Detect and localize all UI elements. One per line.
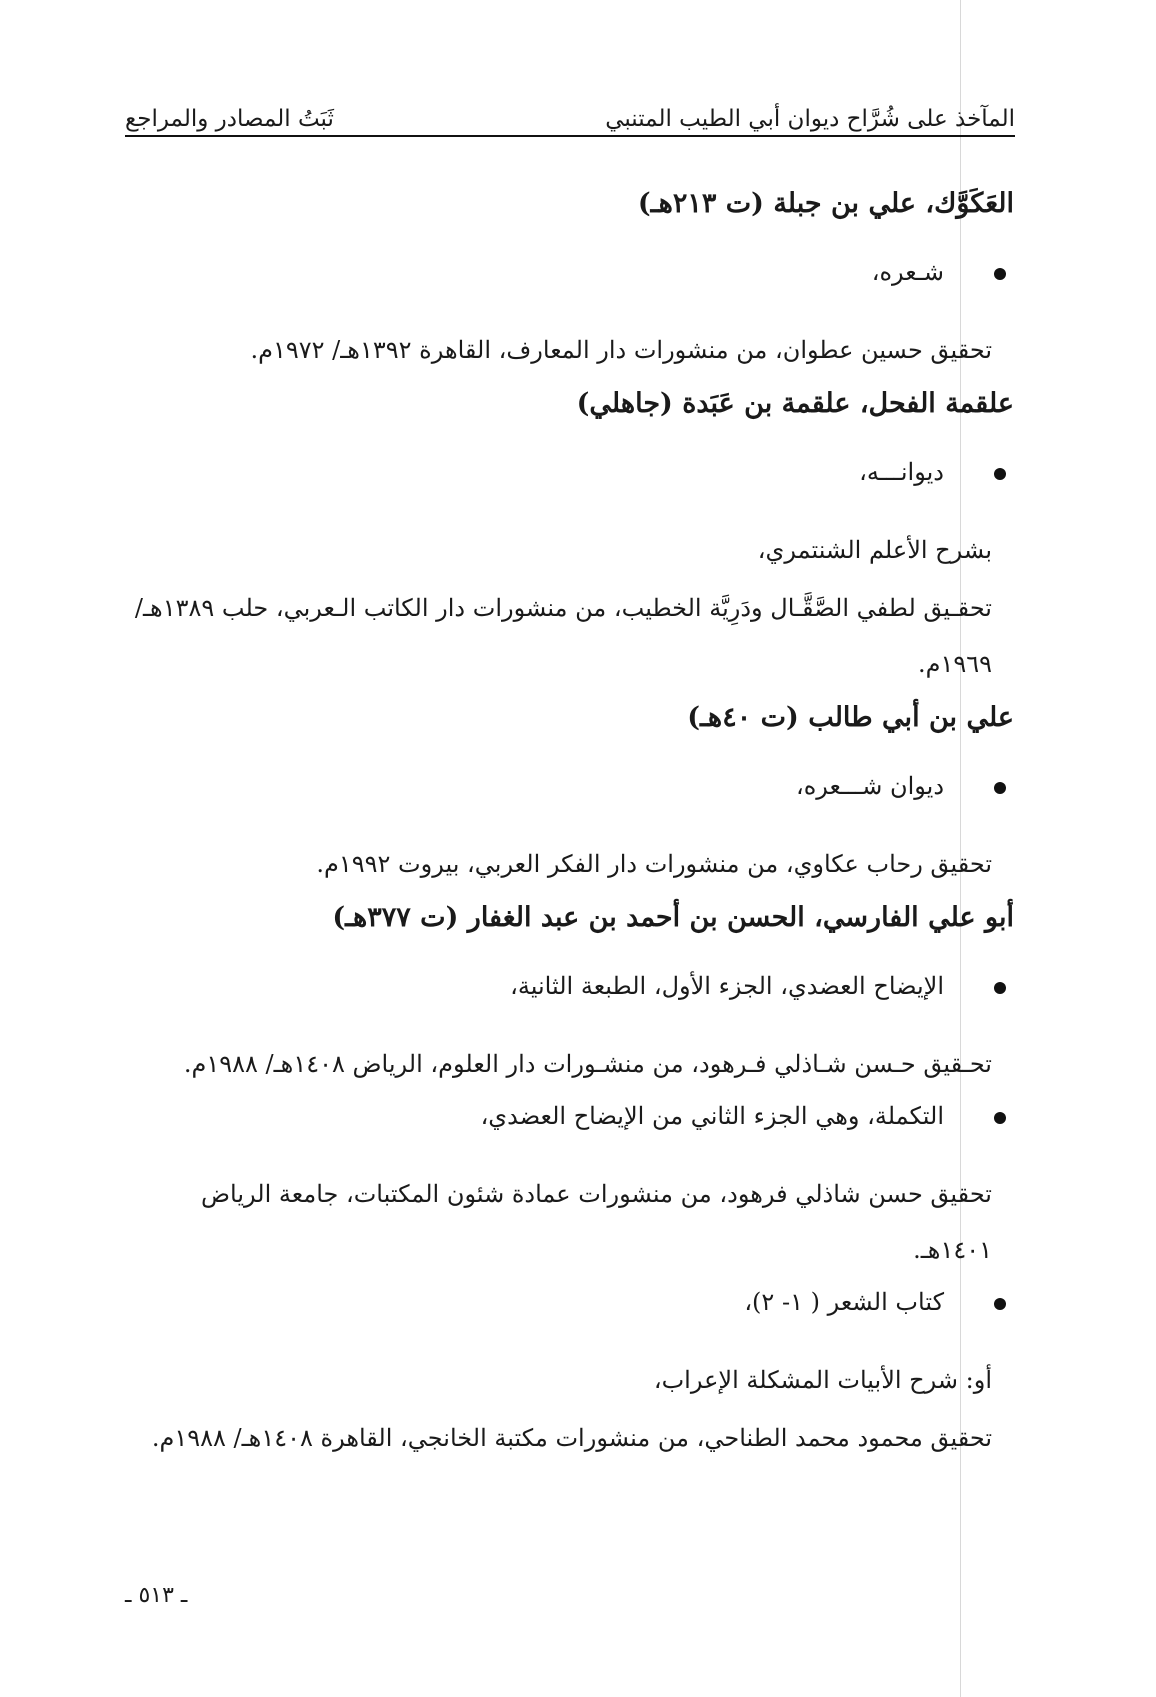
page-number: ـ ٥١٣ ـ [125, 1583, 188, 1608]
publication-details: تحقيق حسن شاذلي فرهود، من منشورات عمادة شئون المكتبات، جامعة الرياض ١٤٠١هـ. [201, 1180, 992, 1264]
work-title-bullet: ديوانـــه، [118, 456, 1014, 488]
publication-details: أو: شرح الأبيات المشكلة الإعراب، [653, 1366, 992, 1394]
work-title-bullet: ديوان شـــعره، [118, 770, 1014, 802]
header-section-title: ثَبَتُ المصادر والمراجع [125, 106, 334, 132]
publication-details: تحقيق محمود محمد الطناحي، من منشورات مكتبة الخانجي، القاهرة ١٤٠٨هـ/ ١٩٨٨م. [151, 1424, 992, 1452]
entry-author-heading: علي بن أبي طالب (ت ٤٠هـ) [687, 702, 1014, 733]
publication-details: تحـقيق حـسن شـاذلي فـرهود، من منشـورات دار العلوم، الرياض ١٤٠٨هـ/ ١٩٨٨م. [183, 1050, 992, 1078]
header-divider [125, 135, 1015, 137]
publication-details: تحقـيق لطفي الصَّقَّـال ودَرِيَّة الخطيب، من منشورات دار الكاتب الـعربي، حلب ١٣٨٩هـ/ ١٩٦٩م. [134, 594, 992, 678]
running-header [125, 88, 1015, 134]
bibliography-list [118, 186, 1014, 1474]
publication-details: تحقيق رحاب عكاوي، من منشورات دار الفكر العربي، بيروت ١٩٩٢م. [316, 850, 992, 878]
work-title-bullet: التكملة، وهي الجزء الثاني من الإيضاح العضدي، [118, 1100, 1014, 1132]
publication-details: تحقيق حسين عطوان، من منشورات دار المعارف، القاهرة ١٣٩٢هـ/ ١٩٧٢م. [250, 336, 992, 364]
header-book-title: المآخذ على شُرَّاح ديوان أبي الطيب المتنبي [605, 106, 1015, 132]
work-title-bullet: الإيضاح العضدي، الجزء الأول، الطبعة الثانية، [118, 970, 1014, 1002]
work-title-bullet: كتاب الشعر ( ١- ٢)، [118, 1286, 1014, 1318]
work-title-bullet: شـعره، [118, 256, 1014, 288]
entry-author-heading: علقمة الفحل، علقمة بن عَبَدة (جاهلي) [576, 388, 1014, 419]
entry-author-heading: العَكَوَّك، علي بن جبلة (ت ٢١٣هـ) [637, 188, 1014, 219]
entry-author-heading: أبو علي الفارسي، الحسن بن أحمد بن عبد الغفار (ت ٣٧٧هـ) [332, 902, 1014, 933]
publication-details: بشرح الأعلم الشنتمري، [757, 536, 992, 564]
